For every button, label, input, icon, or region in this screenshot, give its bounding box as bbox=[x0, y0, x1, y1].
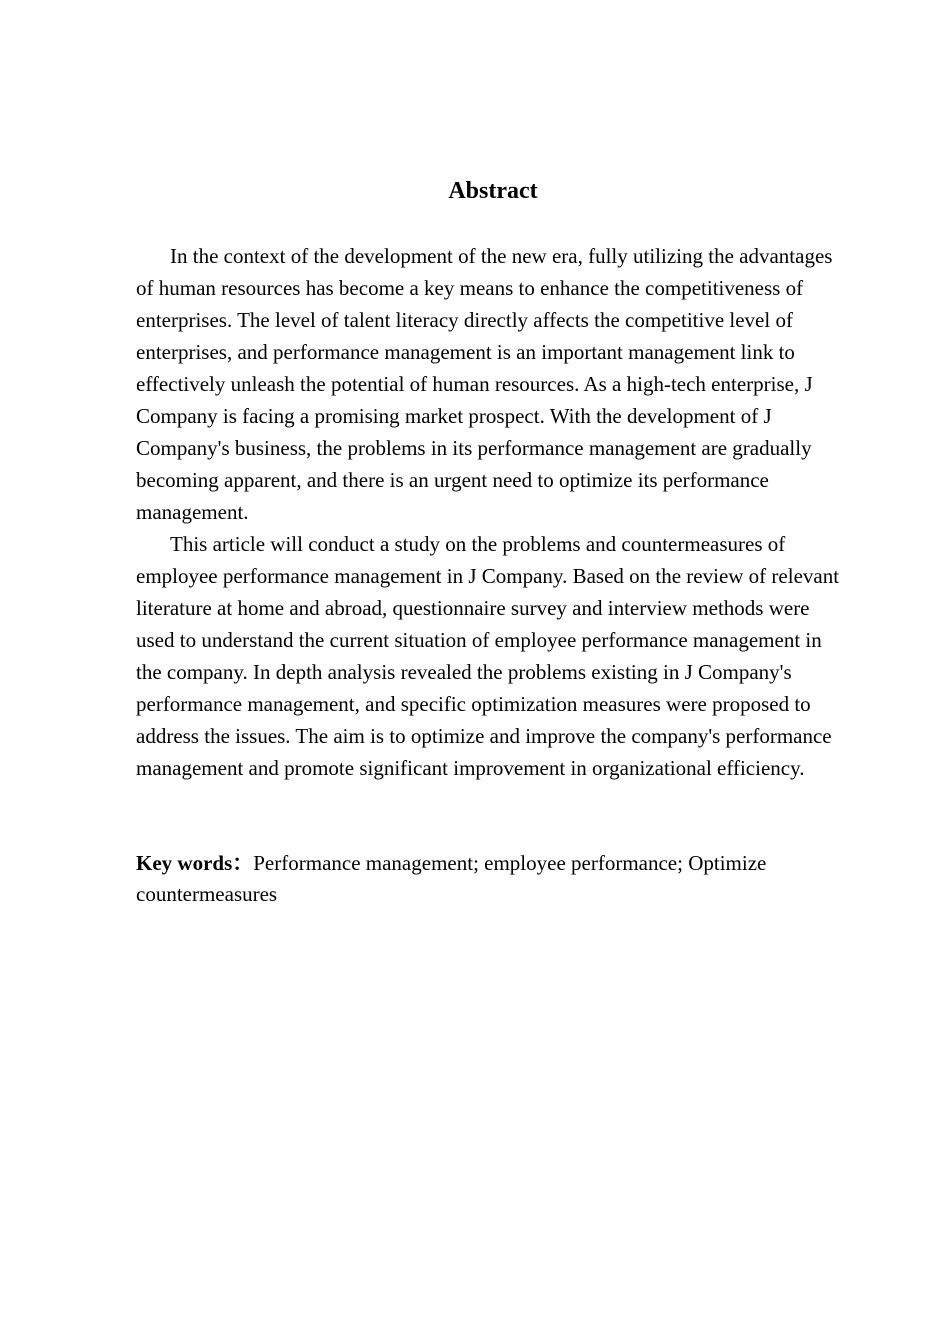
abstract-title: Abstract bbox=[448, 178, 538, 204]
keywords-label: Key words： bbox=[136, 851, 254, 875]
abstract-paragraph-2: This article will conduct a study on the problems and countermeasures of employee performance management in J Company. Based on the review of relevant literature at home and abroad, questionnaire survey and interview methods were used to understand the current situation of employee performance management in the company. In depth analysis revealed the problems existing in J Company's performance management, and specific optimization measures were proposed to address the issues. The aim is to optimize and improve the company's performance management and promote significant improvement in organizational efficiency. bbox=[136, 532, 840, 780]
abstract-paragraph-1: In the context of the development of the new era, fully utilizing the advantages of human resources has become a key means to enhance the competitiveness of enterprises. The level of talent literacy directly affects the competitive level of enterprises, and performance management is an important management link to effectively unleash the potential of human resources. As a high-tech enterprise, J Company is facing a promising market prospect. With the development of J Company's business, the problems in its performance management are gradually becoming apparent, and there is an urgent need to optimize its performance management. bbox=[136, 244, 833, 524]
keywords-line bbox=[136, 848, 842, 910]
keywords-text: Performance management; employee performance; Optimize countermeasures bbox=[136, 851, 767, 906]
abstract-body bbox=[136, 240, 842, 784]
